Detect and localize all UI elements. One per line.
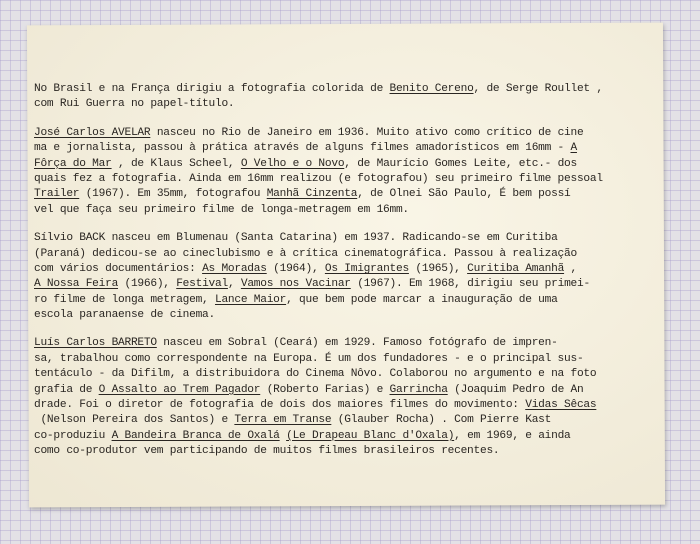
paragraph-gap (34, 113, 626, 126)
underlined-title: As Moradas (202, 262, 267, 275)
text-segment: com vários documentários: (34, 262, 203, 275)
text-segment: (Nelson Pereira dos Santos) e (34, 414, 235, 427)
underlined-title: (Le Drapeau Blanc d'Oxala) (286, 429, 455, 442)
text-line (34, 97, 626, 112)
text-segment: tentáculo - da Difilm, a distribuidora do Cinema Nôvo. Colaborou no argumento e na foto (34, 368, 597, 381)
underlined-title: Curitiba Amanhã (467, 262, 565, 275)
text-segment: ro filme de longa metragem, (34, 293, 215, 306)
text-line (34, 293, 626, 308)
underlined-title: O Velho e o Novo (240, 157, 345, 170)
text-segment: vel que faça seu primeiro filme de longa-metragem em 16mm. (34, 203, 409, 216)
text-segment: (Roberto Farias) e (260, 383, 390, 396)
underlined-title: Trailer (34, 188, 80, 201)
text-line (34, 126, 626, 141)
text-segment: (1966), (118, 278, 177, 291)
paragraph-gap (34, 218, 626, 231)
paragraph (34, 231, 626, 323)
text-segment: No Brasil e na França dirigiu a fotografia colorida de (34, 83, 390, 95)
text-segment: co-produziu (34, 429, 112, 442)
text-line (34, 231, 626, 246)
text-segment: , de Klaus Scheel, (111, 157, 241, 170)
text-segment: , de Serge Roullet , (473, 83, 603, 95)
paragraph-gap (34, 323, 626, 336)
underlined-title: Vamos nos Vacinar (240, 278, 351, 291)
underlined-title: Benito Cereno (389, 83, 474, 95)
text-line (34, 157, 626, 172)
underlined-title: O Assalto ao Trem Pagador (98, 383, 261, 396)
typewritten-text (34, 82, 626, 460)
text-segment: drade. Foi o diretor de fotografia de dois dos maiores filmes do movimento: (34, 399, 526, 412)
text-line (34, 413, 626, 428)
text-segment: , que bem pode marcar a inauguração de uma (286, 293, 558, 306)
text-segment: (1967). Em 1968, dirigiu seu primei- (350, 278, 590, 291)
text-segment: sa, trabalhou como correspondente na Europa. É um dos fundadores - e o principal sus- (34, 352, 584, 365)
text-segment: , de Maurício Gomes Leite, etc.- dos (344, 157, 577, 170)
text-segment: como co-produtor vem participando de muitos filmes brasileiros recentes. (34, 445, 500, 458)
underlined-title: Os Imigrantes (324, 262, 409, 275)
underlined-title: José Carlos AVELAR (34, 126, 151, 139)
text-segment: grafia de (34, 383, 99, 396)
text-segment: Sílvio BACK nasceu em Blumenau (Santa Catarina) em 1937. Radicando-se em Curitiba (34, 232, 558, 245)
text-line (34, 398, 626, 413)
text-segment: ma e jornalista, passou à prática através de alguns filmes amadorísticos em 16mm - (34, 142, 571, 155)
text-segment: (1967). Em 35mm, fotografou (79, 188, 267, 201)
paragraph (34, 336, 626, 459)
text-segment: nasceu em Sobral (Ceará) em 1929. Famoso fotógrafo de impren- (156, 337, 558, 350)
text-line (34, 82, 626, 97)
underlined-title: Luís Carlos BARRETO (34, 337, 157, 350)
underlined-title: Terra em Transe (234, 414, 332, 427)
text-line (34, 187, 626, 202)
text-segment: escola paranaense de cinema. (34, 309, 215, 322)
text-segment: (Paraná) dedicou-se ao cineclubismo e à crítica cinematográfica. Passou à realização (34, 247, 577, 260)
underlined-title: A Bandeira Branca de Oxalá (111, 429, 280, 442)
text-line (34, 172, 626, 187)
underlined-title: Fôrça do Mar (34, 157, 112, 170)
underlined-title: Vidas Sêcas (525, 399, 597, 412)
text-line (34, 308, 626, 323)
text-line (34, 336, 626, 351)
text-segment: (Glauber Rocha) . Com Pierre Kast (331, 414, 552, 427)
underlined-title: A (570, 142, 577, 155)
underlined-title: Manhã Cinzenta (266, 188, 358, 201)
underlined-title: A Nossa Feira (34, 278, 119, 291)
text-line (34, 262, 626, 277)
underlined-title: Garrincha (389, 383, 448, 396)
text-segment: com Rui Guerra no papel-título. (34, 98, 235, 111)
text-segment: (Joaquim Pedro de An (447, 383, 584, 396)
text-line (34, 277, 626, 292)
text-segment: nasceu no Rio de Janeiro em 1936. Muito ativo como crítico de cine (150, 126, 584, 139)
text-segment: , (227, 278, 241, 291)
underlined-title: Lance Maior (214, 293, 287, 306)
text-segment: (1964), (266, 262, 325, 275)
underlined-title: Festival (176, 278, 228, 291)
text-line (34, 367, 626, 382)
text-segment: , em 1969, e ainda (454, 429, 571, 442)
text-segment: , de Olnei São Paulo, É bem possí (357, 188, 571, 201)
text-line (34, 141, 626, 156)
text-segment: (1965), (408, 262, 468, 275)
text-segment: , (564, 262, 578, 275)
text-line (34, 383, 626, 398)
paragraph (34, 82, 626, 113)
text-line (34, 352, 626, 367)
text-line (34, 429, 626, 444)
text-line (34, 203, 626, 218)
paragraph (34, 126, 626, 218)
text-segment: quais fez a fotografia. Ainda em 16mm realizou (e fotografou) seu primeiro filme pessoal (34, 172, 603, 185)
text-line (34, 444, 626, 459)
text-line (34, 247, 626, 262)
